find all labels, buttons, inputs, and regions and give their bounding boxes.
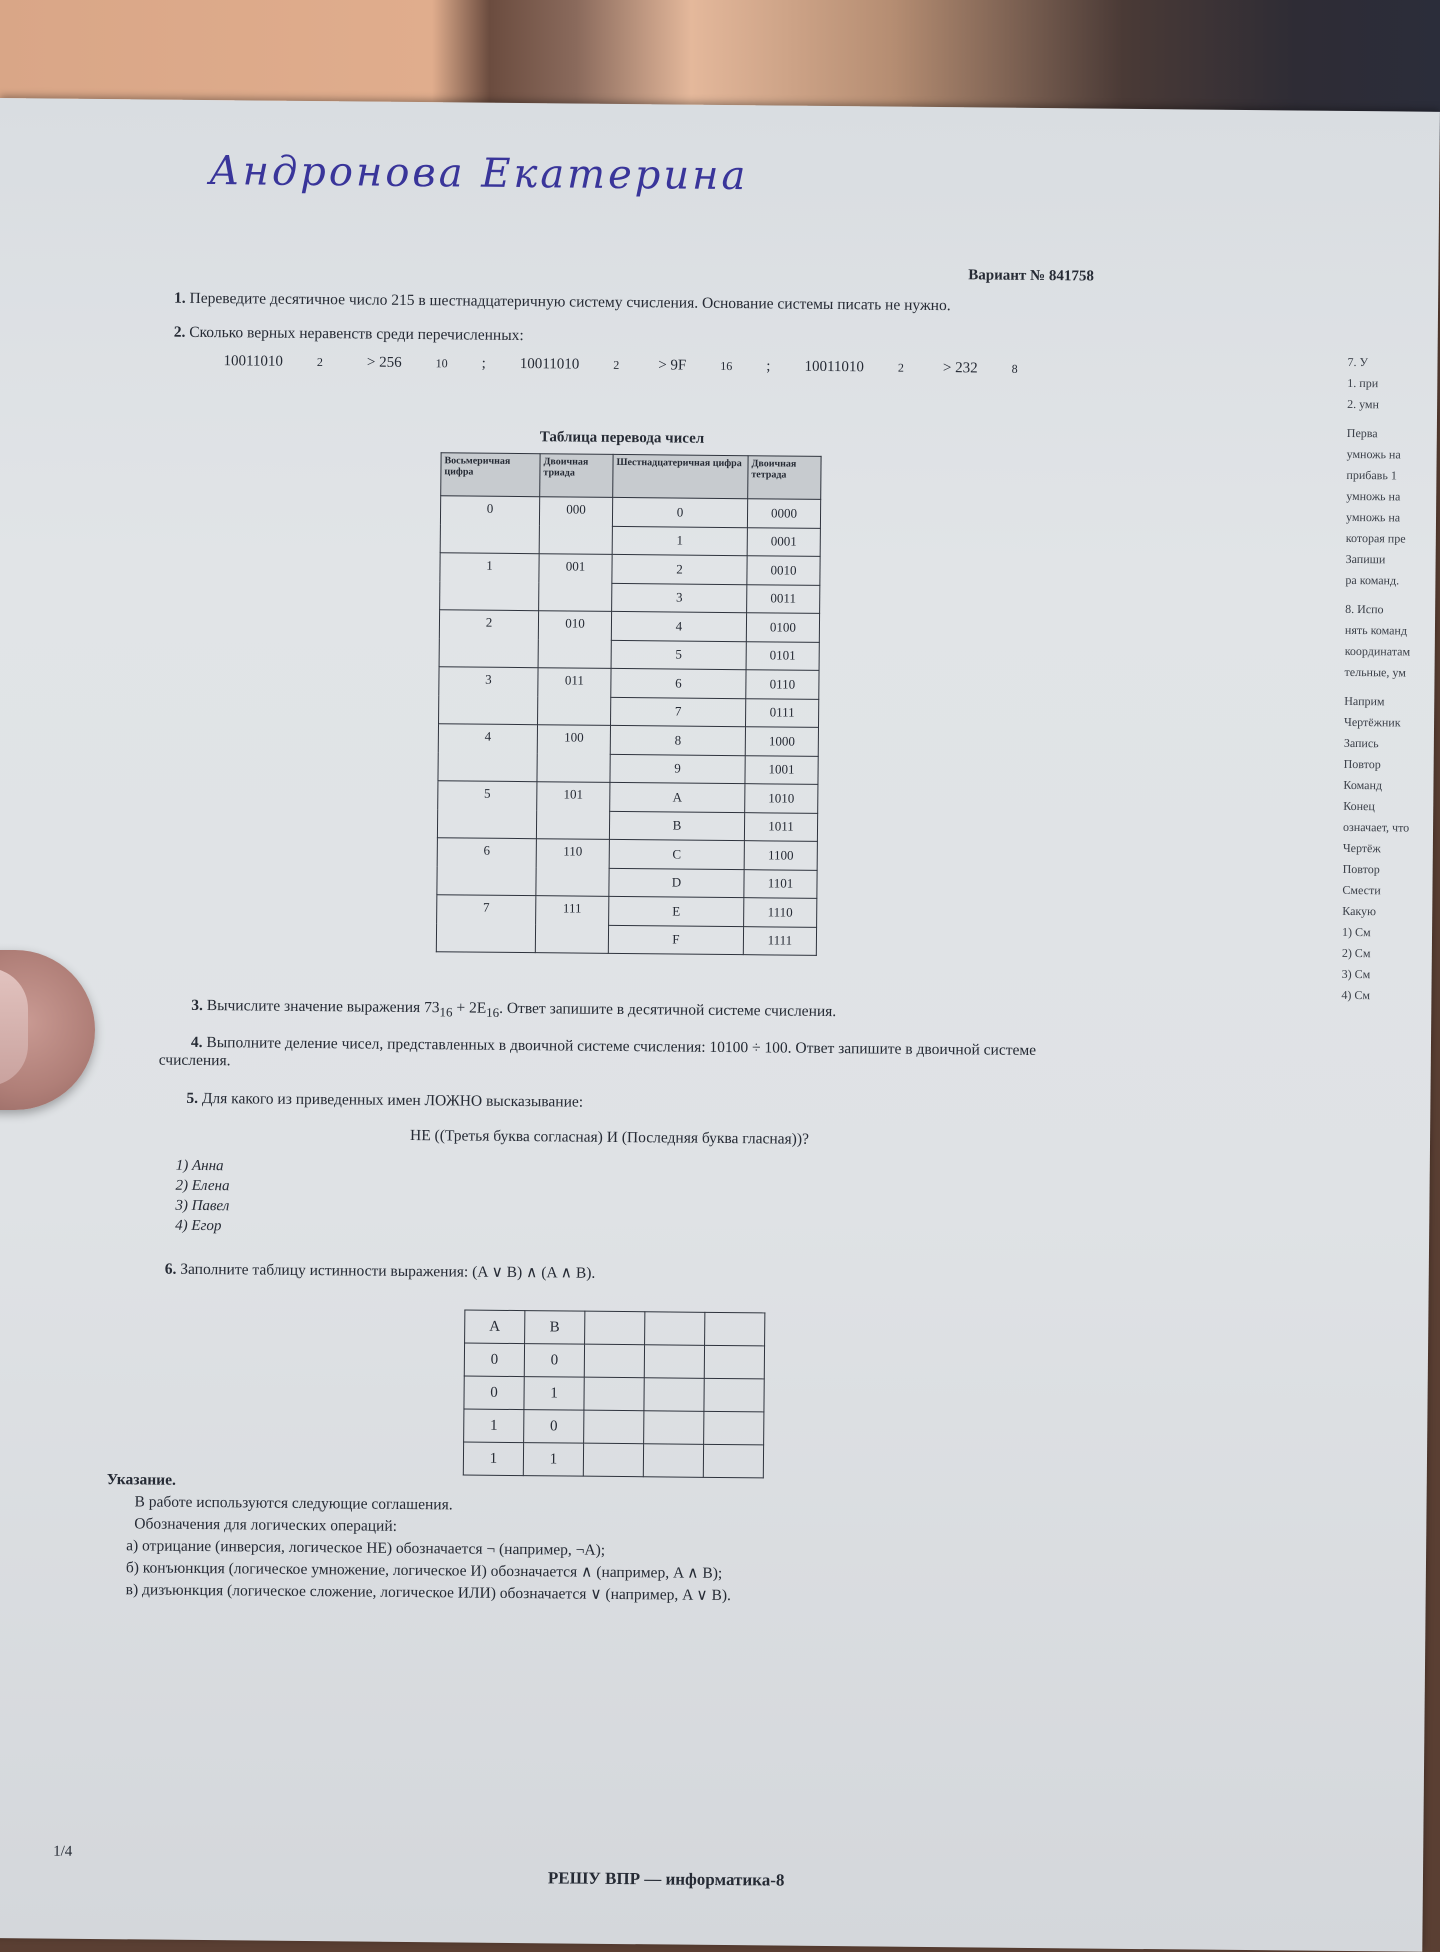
fragment-text: умножь на (1346, 488, 1401, 504)
truth-value: 0 (464, 1376, 524, 1410)
notes-line: В работе используются следующие соглашения. (134, 1493, 453, 1514)
task-number: 1. (174, 289, 186, 307)
truth-answer-cell[interactable] (704, 1345, 764, 1379)
notes-item: в) дизъюнкция (логическое сложение, логическое ИЛИ) обозначается ∨ (например, A ∨ B). (125, 1581, 732, 1605)
octal-digit: 4 (438, 724, 538, 782)
fragment-text: 4) См (1341, 987, 1371, 1003)
hex-digit: 1 (612, 526, 747, 556)
task-5 (186, 1090, 583, 1112)
octal-digit: 3 (439, 667, 539, 725)
hex-digit: D (609, 868, 744, 898)
table-row (439, 667, 819, 699)
binary-triad: 111 (535, 896, 609, 954)
task-text: Вычислите значение выражения 73 (206, 997, 440, 1017)
task-2 (174, 324, 524, 345)
task-4 (159, 1034, 1099, 1079)
fragment-text: 2) См (1341, 945, 1371, 961)
fragment-text: Перва (1346, 425, 1378, 441)
octal-digit: 7 (436, 895, 536, 953)
worksheet-page (0, 98, 1440, 1952)
task-1 (174, 290, 1034, 316)
octal-digit: 0 (440, 496, 540, 554)
task-6 (165, 1260, 596, 1283)
task-number: 5. (186, 1089, 199, 1107)
truth-value: 1 (464, 1409, 524, 1443)
subscript: 16 (439, 1004, 453, 1020)
task-number: 2. (173, 323, 186, 341)
table-row (437, 838, 817, 870)
hex-digit: 3 (612, 583, 747, 613)
binary-tetrad: 0000 (747, 499, 820, 528)
truth-answer-cell[interactable] (644, 1378, 704, 1412)
truth-value: 1 (524, 1377, 584, 1411)
task-text: счисления. (158, 1051, 231, 1070)
task-5-expression: НЕ ((Третья буква согласная) И (Последняя буква гласная))? (409, 1126, 810, 1148)
truth-value: 0 (464, 1343, 524, 1377)
notes-item: а) отрицание (инверсия, логическое НЕ) обозначается ¬ (например, ¬A); (126, 1537, 606, 1559)
truth-value: 1 (463, 1442, 523, 1476)
base: 16 (720, 358, 733, 374)
truth-answer-cell[interactable] (704, 1411, 764, 1445)
comparison: > 232 (942, 360, 978, 377)
binary-tetrad: 1010 (745, 784, 818, 813)
conversion-table (436, 452, 822, 956)
header-hex: Шестнадцатеричная цифра (613, 454, 748, 498)
fragment-text: 7. У (1347, 354, 1369, 370)
fragment-text: Повтор (1342, 861, 1380, 877)
binary-tetrad: 1101 (744, 869, 817, 898)
task-number: 3. (191, 996, 204, 1014)
binary-tetrad: 0101 (746, 641, 819, 670)
header-octal: Восьмеричная цифра (441, 453, 540, 497)
fragment-text: умножь на (1346, 446, 1401, 462)
task-text: Заполните таблицу истинности выражения: (A ∨ B) ∧ (A ∧ B). (180, 1260, 596, 1282)
hex-digit: 0 (612, 497, 747, 527)
table-row (440, 496, 820, 528)
hex-digit: 7 (611, 697, 746, 727)
thumbnail (0, 968, 28, 1086)
truth-answer-cell[interactable] (584, 1410, 644, 1444)
binary-tetrad: 0010 (747, 556, 820, 585)
binary-tetrad: 1111 (743, 926, 816, 955)
task-5-options (175, 1158, 230, 1239)
fragment-text: 3) См (1341, 966, 1371, 982)
binary-triad: 011 (538, 668, 612, 726)
truth-value: 0 (524, 1344, 584, 1378)
truth-row (464, 1376, 764, 1412)
truth-answer-cell[interactable] (643, 1444, 703, 1478)
fragment-text: прибавь 1 (1346, 467, 1397, 483)
task-3 (191, 997, 836, 1024)
hex-digit: 5 (611, 640, 746, 670)
base: 2 (613, 357, 620, 372)
binary-tetrad: 1000 (745, 727, 818, 756)
binary-tetrad: 0111 (745, 698, 818, 727)
task-text: + 2E (452, 999, 487, 1017)
table-row (439, 610, 819, 642)
task-text: Переведите десятичное число 215 в шестнадцатеричную систему счисления. Основание системы писать не нужно. (189, 289, 951, 315)
option: 4) Егор (175, 1217, 222, 1235)
number: 10011010 (519, 356, 580, 373)
fragment-text: Чертёжник (1344, 714, 1401, 730)
header-triad: Двоичная триада (540, 454, 613, 498)
fragment-text: означает, что (1342, 819, 1410, 835)
number: 10011010 (804, 358, 865, 376)
notes-block (106, 1469, 733, 1607)
binary-triad: 100 (537, 725, 611, 783)
binary-tetrad: 1001 (745, 755, 818, 784)
option: 3) Павел (175, 1197, 230, 1215)
hex-digit: A (610, 782, 745, 812)
task-text: . Ответ запишите в десятичной системе счисления. (499, 999, 837, 1021)
fragment-text: 2. умн (1347, 396, 1380, 412)
table-row (440, 553, 820, 585)
truth-value: 0 (524, 1410, 584, 1444)
octal-digit: 2 (439, 610, 539, 668)
footer-title: РЕШУ ВПР — информатика-8 (547, 1868, 785, 1890)
separator: ; (481, 355, 486, 372)
binary-tetrad: 0110 (746, 670, 819, 699)
binary-triad: 010 (538, 611, 612, 669)
truth-header-empty[interactable] (645, 1312, 705, 1346)
hex-digit: 6 (611, 668, 746, 698)
base: 2 (897, 360, 905, 375)
binary-triad: 101 (536, 782, 610, 840)
binary-triad: 110 (536, 839, 610, 897)
fragment-text: Какую (1342, 903, 1377, 919)
hex-digit: 4 (611, 611, 746, 641)
comparison: > 256 (366, 354, 402, 371)
option: 1) Анна (175, 1157, 224, 1175)
fragment-text: 8. Испо (1345, 601, 1384, 617)
number: 10011010 (223, 353, 284, 370)
separator: ; (766, 358, 771, 375)
notes-item: б) конъюнкция (логическое умножение, логическое И) обозначается ∧ (например, A ∧ B); (125, 1559, 723, 1583)
variant-number: Вариант № 841758 (968, 267, 1094, 285)
task-text: Для какого из приведенных имен ЛОЖНО высказывание: (201, 1089, 584, 1111)
task-number: 4. (190, 1033, 203, 1051)
fragment-text: Смести (1342, 882, 1381, 898)
truth-answer-cell[interactable] (584, 1377, 644, 1411)
truth-answer-cell[interactable] (703, 1444, 763, 1478)
truth-header-empty[interactable] (705, 1312, 765, 1346)
truth-header: A (465, 1310, 525, 1344)
notes-line: Обозначения для логических операций: (134, 1515, 398, 1535)
task-text: Сколько верных неравенств среди перечисленных: (189, 323, 524, 345)
notes-title: Указание. (106, 1471, 176, 1489)
table-row (438, 781, 818, 813)
fragment-text: 1) См (1341, 924, 1371, 940)
fragment-text: Конец (1343, 798, 1375, 814)
fragment-text: Запись (1343, 735, 1379, 751)
page-number: 1/4 (53, 1843, 73, 1860)
hex-digit: 9 (610, 754, 745, 784)
truth-answer-cell[interactable] (583, 1443, 643, 1477)
binary-tetrad: 1011 (744, 812, 817, 841)
binary-tetrad: 0011 (747, 584, 820, 613)
hex-digit: C (609, 839, 744, 869)
base: 8 (1011, 361, 1018, 376)
fragment-text: координатам (1344, 643, 1411, 659)
hex-digit: F (608, 925, 743, 955)
hex-digit: B (609, 811, 744, 841)
binary-tetrad: 1110 (744, 898, 817, 927)
base: 10 (435, 356, 448, 371)
truth-answer-cell[interactable] (644, 1345, 704, 1379)
fragment-text: Наприм (1344, 693, 1385, 709)
fragment-text: Повтор (1343, 756, 1381, 772)
fragment-text: умножь на (1345, 509, 1401, 525)
binary-tetrad: 0001 (747, 527, 820, 556)
fragment-text: 1. при (1347, 375, 1379, 391)
binary-triad: 000 (539, 497, 613, 555)
base: 2 (316, 355, 323, 370)
fragment-text: ра команд. (1345, 572, 1400, 588)
table-row (437, 895, 817, 927)
hex-digit: 2 (612, 554, 747, 584)
truth-header-empty[interactable] (585, 1311, 645, 1345)
binary-tetrad: 0100 (746, 613, 819, 642)
subscript: 16 (486, 1004, 500, 1020)
octal-digit: 1 (440, 553, 540, 611)
truth-row (464, 1409, 764, 1445)
conversion-table-title: Таблица перевода чисел (539, 429, 705, 447)
comparison: > 9F (658, 357, 687, 374)
truth-answer-cell[interactable] (704, 1378, 764, 1412)
inequalities-row (223, 352, 1017, 378)
fragment-text: тельные, ум (1344, 664, 1406, 680)
task-text: Выполните деление чисел, представленных в двоичной системе счисления: 10100 ÷ 100. Ответ запишите в двоичной системе (206, 1034, 1037, 1059)
truth-value: 1 (523, 1443, 583, 1477)
truth-answer-cell[interactable] (584, 1344, 644, 1378)
student-name: Андронова Екатерина (209, 148, 749, 200)
next-page-fragments (1341, 341, 1440, 1010)
binary-triad: 001 (539, 554, 613, 612)
octal-digit: 5 (437, 781, 537, 839)
option: 2) Елена (175, 1177, 230, 1195)
truth-answer-cell[interactable] (644, 1411, 704, 1445)
task-number: 6. (164, 1260, 177, 1278)
binary-tetrad: 1100 (744, 841, 817, 870)
truth-header: B (525, 1311, 585, 1345)
header-tetrad: Двоичная тетрада (748, 456, 821, 500)
truth-header-row (465, 1310, 765, 1346)
table-row (438, 724, 818, 756)
fragment-text: Команд (1343, 777, 1383, 793)
truth-row (464, 1343, 764, 1379)
fragment-text: нять команд (1344, 622, 1408, 638)
hex-digit: 8 (610, 725, 745, 755)
hex-digit: E (609, 896, 744, 926)
truth-table (463, 1310, 766, 1479)
octal-digit: 6 (437, 838, 537, 896)
fragment-text: которая пре (1345, 530, 1406, 546)
fragment-text: Запиши (1345, 551, 1386, 567)
fragment-text: Чертёж (1342, 840, 1381, 856)
